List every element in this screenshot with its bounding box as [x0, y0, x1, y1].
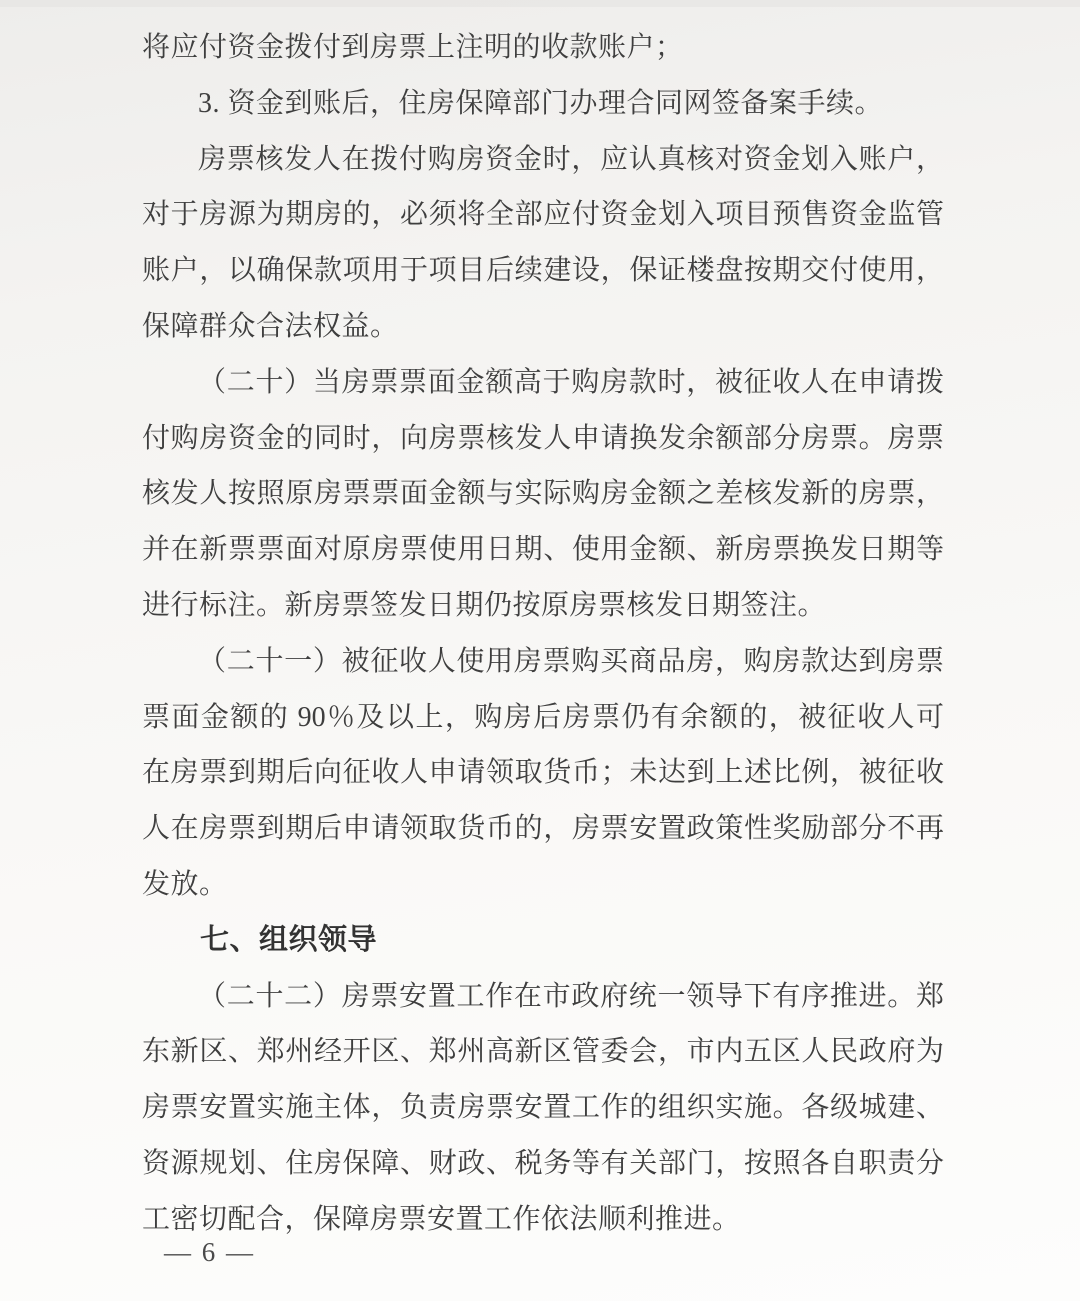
body-line: 东新区、郑州经开区、郑州高新区管委会，市内五区人民政府为	[142, 1036, 944, 1068]
body-line: 发放。	[142, 868, 228, 900]
body-line: 房票核发人在拨付购房资金时，应认真核对资金划入账户，	[198, 143, 944, 175]
section-heading: 七、组织领导	[200, 923, 378, 956]
body-line: 人在房票到期后申请领取货币的，房票安置政策性奖励部分不再	[142, 813, 944, 845]
document-page	[142, 20, 944, 1248]
body-line: 3. 资金到账后，住房保障部门办理合同网签备案手续。	[198, 87, 884, 119]
body-line: （二十一）被征收人使用房票购买商品房，购房款达到房票	[198, 645, 944, 677]
body-line: 进行标注。新房票签发日期仍按原房票核发日期签注。	[142, 589, 827, 621]
scan-edge-artifact	[0, 0, 1080, 7]
body-line: 账户，以确保款项用于项目后续建设，保证楼盘按期交付使用，	[142, 255, 944, 287]
body-line: 票面金额的 90％及以上，购房后房票仍有余额的，被征收人可	[142, 701, 944, 733]
body-line: （二十）当房票票面金额高于购房款时，被征收人在申请拨	[198, 366, 944, 398]
body-line: 付购房资金的同时，向房票核发人申请换发余额部分房票。房票	[142, 422, 944, 454]
body-line: 房票安置实施主体，负责房票安置工作的组织实施。各级城建、	[142, 1092, 944, 1124]
body-line: （二十二）房票安置工作在市政府统一领导下有序推进。郑	[198, 980, 944, 1012]
body-line: 对于房源为期房的，必须将全部应付资金划入项目预售资金监管	[142, 199, 944, 231]
body-line: 并在新票票面对原房票使用日期、使用金额、新房票换发日期等	[142, 534, 944, 566]
body-line: 资源规划、住房保障、财政、税务等有关部门，按照各自职责分	[142, 1147, 944, 1179]
body-line: 核发人按照原房票票面金额与实际购房金额之差核发新的房票，	[142, 478, 944, 510]
body-line: 将应付资金拨付到房票上注明的收款账户；	[142, 32, 684, 63]
body-line: 工密切配合，保障房票安置工作依法顺利推进。	[142, 1203, 741, 1235]
page-number: — 6 —	[164, 1237, 255, 1267]
body-line: 在房票到期后向征收人申请领取货币；未达到上述比例，被征收	[142, 757, 944, 789]
body-line: 保障群众合法权益。	[142, 310, 399, 342]
